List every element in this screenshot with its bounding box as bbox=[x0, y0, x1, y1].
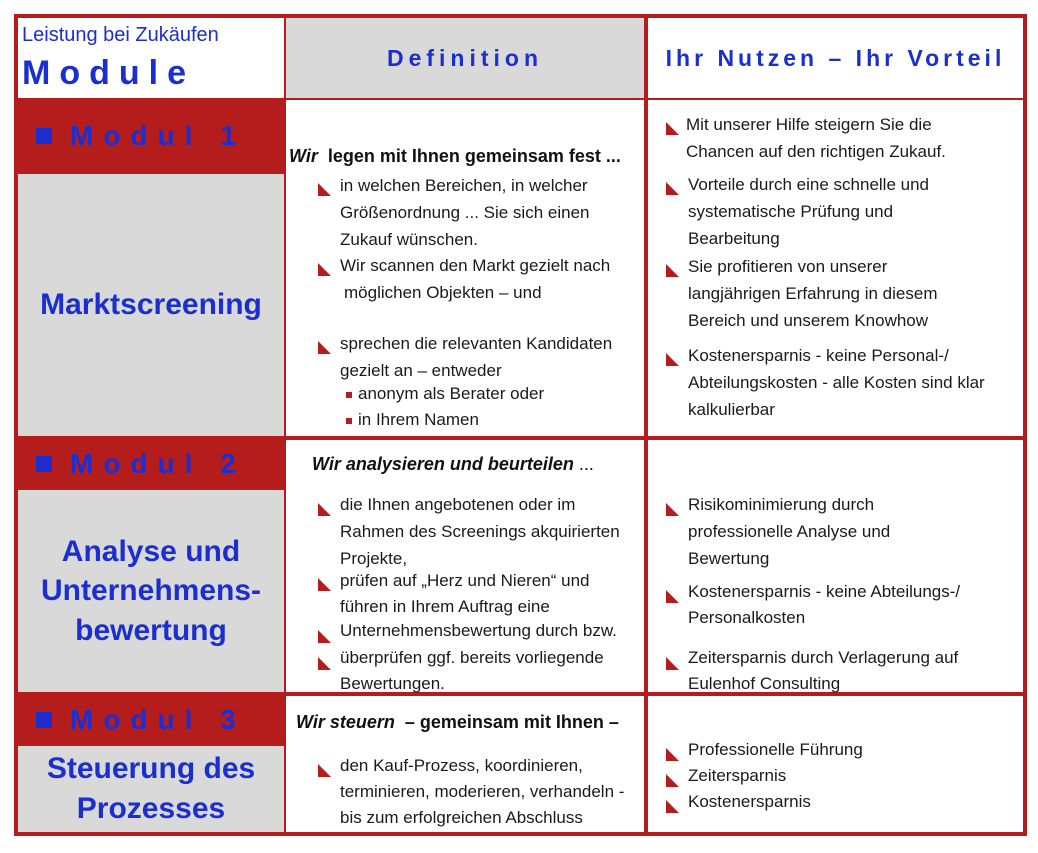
list-item: in Ihrem Namen bbox=[358, 410, 479, 429]
list-item: prüfen auf „Herz und Nieren“ und bbox=[340, 571, 590, 590]
module-1-definition bbox=[286, 100, 644, 436]
module-2-label-text: Modul 2 bbox=[70, 448, 246, 479]
list-item: Bearbeitung bbox=[688, 229, 780, 248]
triangle-bullet-icon bbox=[318, 578, 331, 591]
module-3-name-line: Prozesses bbox=[76, 792, 226, 825]
square-bullet-icon bbox=[36, 456, 52, 472]
list-item: die Ihnen angebotenen oder im bbox=[340, 495, 576, 514]
triangle-bullet-icon bbox=[318, 503, 331, 516]
list-item: Kostenersparnis - keine Personal-/ bbox=[688, 346, 949, 365]
module-2-benefit bbox=[648, 440, 1023, 692]
list-item: Zukauf wünschen. bbox=[340, 230, 478, 249]
list-item: Mit unserer Hilfe steigern Sie die bbox=[686, 115, 932, 134]
list-item: Bewertungen. bbox=[340, 674, 445, 693]
module-2-label bbox=[18, 440, 284, 488]
module-3-name-line: Steuerung des bbox=[46, 752, 256, 786]
triangle-bullet-icon bbox=[318, 341, 331, 354]
square-bullet-icon bbox=[346, 418, 352, 424]
module-2-name bbox=[18, 490, 284, 692]
list-item: professionelle Analyse und bbox=[688, 522, 891, 541]
list-item: Vorteile durch eine schnelle und bbox=[688, 175, 929, 194]
header-subtitle: Leistung bei Zukäufen bbox=[22, 24, 219, 46]
module-3-label-text: Modul 3 bbox=[70, 704, 246, 735]
list-item: Personalkosten bbox=[688, 608, 806, 627]
list-item: möglichen Objekten – und bbox=[344, 283, 542, 302]
list-item: Eulenhof Consulting bbox=[688, 674, 841, 693]
triangle-bullet-icon bbox=[666, 503, 679, 516]
list-item: Zeitersparnis durch Verlagerung auf bbox=[688, 648, 959, 667]
list-item: Wir scannen den Markt gezielt nach bbox=[340, 256, 611, 275]
triangle-bullet-icon bbox=[666, 122, 679, 135]
header-benefit: Ihr Nutzen – Ihr Vorteil bbox=[648, 18, 1023, 98]
list-item: bis zum erfolgreichen Abschluss bbox=[340, 808, 583, 827]
module-3-name bbox=[18, 746, 284, 832]
module-2-definition-heading: Wir analysieren und beurteilen ... bbox=[312, 454, 594, 474]
list-item: Bereich und unserem Knowhow bbox=[688, 311, 929, 330]
header-module-title: Module bbox=[22, 54, 195, 92]
square-bullet-icon bbox=[36, 712, 52, 728]
triangle-bullet-icon bbox=[666, 264, 679, 277]
triangle-bullet-icon bbox=[318, 630, 331, 643]
module-1-name: Marktscreening bbox=[18, 174, 284, 436]
module-3-definition-heading: Wir steuern – gemeinsam mit Ihnen – bbox=[296, 712, 619, 732]
list-item: Projekte, bbox=[340, 549, 408, 568]
triangle-bullet-icon bbox=[666, 353, 679, 366]
module-3-label bbox=[18, 696, 284, 744]
list-item: Kostenersparnis - keine Abteilungs-/ bbox=[688, 582, 961, 601]
list-item: Zeitersparnis bbox=[688, 766, 787, 785]
list-item: langjährigen Erfahrung in diesem bbox=[688, 284, 938, 303]
list-item: Rahmen des Screenings akquirierten bbox=[340, 522, 620, 541]
triangle-bullet-icon bbox=[666, 800, 679, 813]
module-2-definition bbox=[286, 440, 644, 692]
module-1-label bbox=[18, 100, 284, 172]
list-item: den Kauf-Prozess, koordinieren, bbox=[340, 756, 583, 775]
module-2-name-line: bewertung bbox=[75, 613, 227, 647]
module-table bbox=[14, 14, 1027, 836]
list-item: Abteilungskosten - alle Kosten sind klar bbox=[688, 373, 985, 392]
module-1-label-text: Modul 1 bbox=[70, 120, 246, 151]
list-item: Chancen auf den richtigen Zukauf. bbox=[686, 142, 946, 161]
triangle-bullet-icon bbox=[318, 183, 331, 196]
module-1-definition-heading: Wir legen mit Ihnen gemeinsam fest ... bbox=[289, 146, 621, 166]
list-item: Unternehmensbewertung durch bzw. bbox=[340, 621, 617, 640]
list-item: Größenordnung ... Sie sich einen bbox=[340, 203, 590, 222]
module-3-definition bbox=[286, 696, 644, 832]
list-item: systematische Prüfung und bbox=[688, 202, 894, 221]
square-bullet-icon bbox=[346, 392, 352, 398]
list-item: kalkulierbar bbox=[688, 400, 775, 419]
triangle-bullet-icon bbox=[318, 764, 331, 777]
list-item: führen in Ihrem Auftrag eine bbox=[340, 597, 550, 616]
triangle-bullet-icon bbox=[666, 748, 679, 761]
square-bullet-icon bbox=[36, 128, 52, 144]
list-item: Kostenersparnis bbox=[688, 792, 811, 811]
header-definition: Definition bbox=[286, 18, 644, 98]
triangle-bullet-icon bbox=[666, 182, 679, 195]
triangle-bullet-icon bbox=[318, 263, 331, 276]
triangle-bullet-icon bbox=[666, 590, 679, 603]
module-3-benefit bbox=[648, 696, 1023, 832]
list-item: überprüfen ggf. bereits vorliegende bbox=[340, 648, 604, 667]
list-item: Sie profitieren von unserer bbox=[688, 257, 888, 276]
list-item: terminieren, moderieren, verhandeln - bbox=[340, 782, 625, 801]
module-2-name-line: Unternehmens- bbox=[40, 574, 262, 608]
list-item: in welchen Bereichen, in welcher bbox=[340, 176, 588, 195]
header-module-cell bbox=[18, 18, 284, 98]
module-1-benefit bbox=[648, 100, 1023, 436]
triangle-bullet-icon bbox=[318, 657, 331, 670]
list-item: sprechen die relevanten Kandidaten bbox=[340, 334, 613, 353]
list-item: Risikominimierung durch bbox=[688, 495, 875, 514]
triangle-bullet-icon bbox=[666, 774, 679, 787]
list-item: anonym als Berater oder bbox=[358, 384, 545, 403]
module-2-name-line: Analyse und bbox=[61, 534, 241, 568]
triangle-bullet-icon bbox=[666, 657, 679, 670]
list-item: gezielt an – entweder bbox=[340, 361, 502, 380]
list-item: Bewertung bbox=[688, 549, 770, 568]
list-item: Professionelle Führung bbox=[688, 740, 863, 759]
